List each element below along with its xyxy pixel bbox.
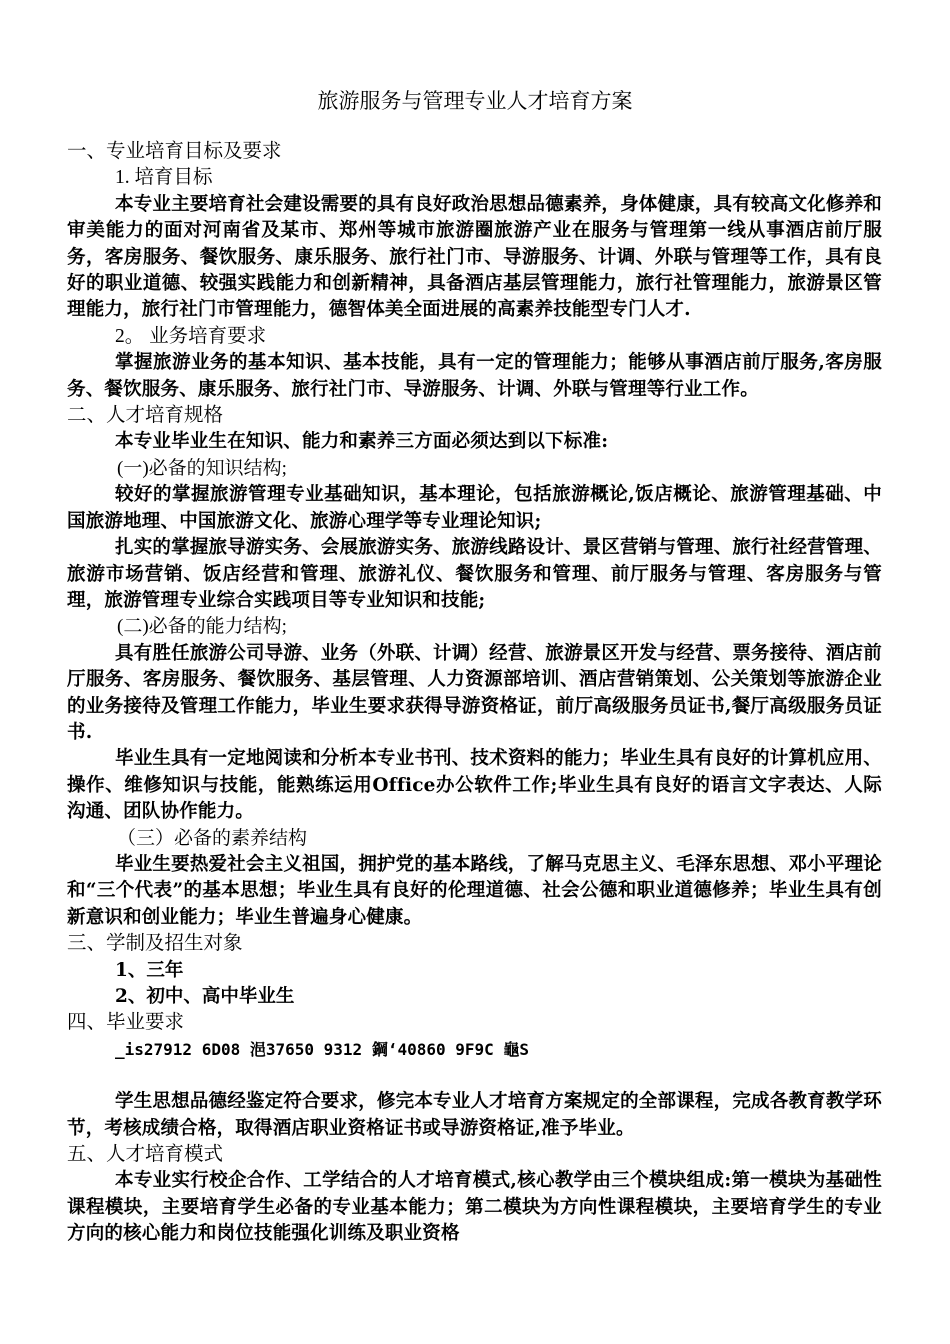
paragraph: 扎实的掌握旅导游实务、会展旅游实务、旅游线路设计、景区营销与管理、旅行社经营管理、旅游市场营销、饭店经营和管理、旅游礼仪、餐饮服务和管理、前厅服务与管理、客房服务与管理，旅游管理专业综合实践项目等专业知识和技能; bbox=[67, 537, 882, 611]
subsection-heading: (二)必备的能力结构; bbox=[117, 616, 287, 638]
subsection-heading: 1. 培育目标 bbox=[115, 167, 213, 189]
section-heading: 五、人才培育模式 bbox=[67, 1144, 224, 1166]
section-heading: 三、学制及招生对象 bbox=[67, 933, 243, 955]
list-item: 2、初中、高中毕业生 bbox=[115, 986, 295, 1007]
section-heading: 四、毕业要求 bbox=[67, 1012, 185, 1034]
section-heading: 二、人才培育规格 bbox=[67, 405, 224, 427]
subsection-heading: （三）必备的素养结构 bbox=[117, 827, 308, 849]
paragraph: 本专业实行校企合作、工学结合的人才培育模式,核心教学由三个模块组成:第一模块为基础性课程模块，主要培育学生必备的专业基本能力；第二模块为方向性课程模块，主要培育学生的专业方向的核心能力和岗位技能强化训练及职业资格 bbox=[67, 1170, 882, 1245]
paragraph: 本专业主要培育社会建设需要的具有良好政治思想品德素养，身体健康，具有较高文化修养和审美能力的面对河南省及某市、郑州等城市旅游圈旅游产业在服务与管理第一线从事酒店前厅服务，客房服务、餐饮服务、康乐服务、旅行社门市、导游服务、计调、外联与管理等工作，具有良好的职业道德、较强实践能力和创新精神，具备酒店基层管理能力，旅行社管理能力，旅游景区管理能力，旅行社门市管理能力，德智体美全面进展的高素养技能型专门人才. bbox=[67, 193, 882, 321]
paragraph: 掌握旅游业务的基本知识、基本技能，具有一定的管理能力；能够从事酒店前厅服务,客房服务、餐饮服务、康乐服务、旅行社门市、导游服务、计调、外联与管理等行业工作。 bbox=[67, 352, 882, 400]
paragraph: 毕业生具有一定地阅读和分析本专业书刊、技术资料的能力；毕业生具有良好的计算机应用、操作、维修知识与技能，能熟练运用Office办公软件工作;毕业生具有良好的语言文字表达、人际沟通、团队协作能力。 bbox=[67, 748, 882, 823]
paragraph: 学生思想品德经鉴定符合要求，修完本专业人才培育方案规定的全部课程，完成各教育教学环节，考核成绩合格，取得酒店职业资格证书或导游资格证,准予毕业。 bbox=[67, 1091, 882, 1139]
paragraph: 较好的掌握旅游管理专业基础知识，基本理论，包括旅游概论,饭店概论、旅游管理基础、中国旅游地理、中国旅游文化、旅游心理学等专业理论知识; bbox=[67, 484, 882, 532]
document-body bbox=[67, 139, 882, 1248]
subsection-heading: (一)必备的知识结构; bbox=[117, 457, 287, 479]
section-heading: 一、专业培育目标及要求 bbox=[67, 141, 282, 162]
blank-line bbox=[67, 1063, 882, 1089]
paragraph: 具有胜任旅游公司导游、业务（外联、计调）经营、旅游景区开发与经营、票务接待、酒店前厅服务、客房服务、餐饮服务、基层管理、人力资源部培训、酒店营销策划、公关策划等旅游企业的业务接待及管理工作能力，毕业生要求获得导游资格证，前厅高级服务员证书,餐厅高级服务员证书. bbox=[67, 642, 882, 743]
list-item: 1、三年 bbox=[115, 959, 184, 981]
paragraph: 毕业生要热爱社会主义祖国，拥护党的基本路线，了解马克思主义、毛泽东思想、邓小平理论和“三个代表”的基本思想；毕业生具有良好的伦理道德、社会公德和职业道德修养；毕业生具有创新意识和创业能力；毕业生普遍身心健康。 bbox=[67, 853, 882, 928]
paragraph: 本专业毕业生在知识、能力和素养三方面必须达到以下标准: bbox=[115, 431, 609, 453]
garbled-text-line: _is27912 6D08 浥37650 9312 鋼‘40860 9F9C 龜S bbox=[115, 1039, 530, 1059]
document-title: 旅游服务与管理专业人才培育方案 bbox=[317, 89, 633, 113]
subsection-heading: 2。 业务培育要求 bbox=[115, 325, 267, 347]
